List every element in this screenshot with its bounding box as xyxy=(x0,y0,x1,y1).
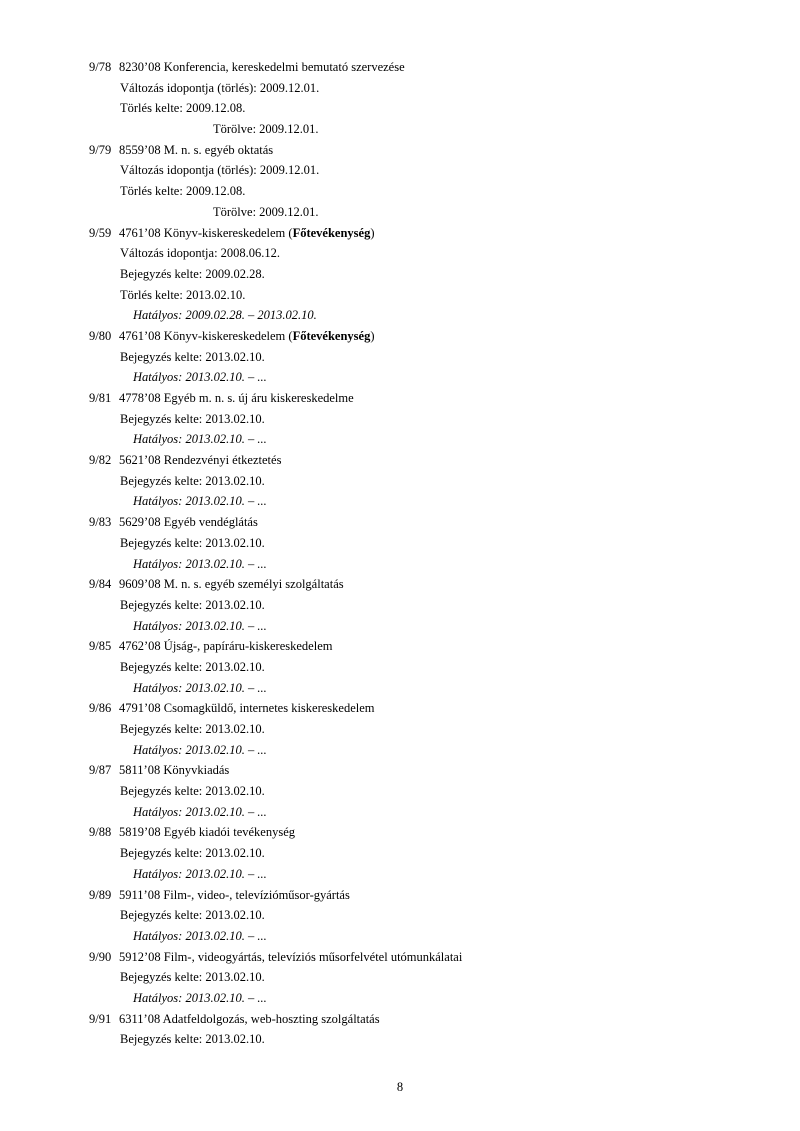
entry-detail: Bejegyzés kelte: 2013.02.10. xyxy=(120,473,265,488)
validity-line xyxy=(89,802,769,823)
validity-label: Hatályos: xyxy=(133,928,183,943)
register-entry xyxy=(89,760,769,822)
entry-number: 9/78 xyxy=(89,60,112,74)
validity-period: 2013.02.10. – ... xyxy=(185,680,267,695)
activity-title: 4762’08 Újság-, papíráru-kiskereskedelem xyxy=(119,639,333,654)
entry-number: 9/82 xyxy=(89,453,112,468)
validity-line xyxy=(89,740,769,761)
entry-detail: Bejegyzés kelte: 2013.02.10. xyxy=(120,1032,265,1047)
validity-line xyxy=(89,616,769,637)
entry-number: 9/83 xyxy=(89,515,112,530)
entry-heading xyxy=(89,574,769,595)
validity-label: Hatályos: xyxy=(133,432,183,447)
entry-detail: Bejegyzés kelte: 2013.02.10. xyxy=(120,535,265,550)
deleted-note: Törölve: 2009.12.01. xyxy=(213,122,319,137)
entry-number: 9/59 xyxy=(89,225,112,240)
validity-line xyxy=(89,864,769,885)
entry-number: 9/91 xyxy=(89,1011,112,1026)
validity-period: 2013.02.10. – ... xyxy=(185,928,267,943)
entry-heading xyxy=(89,698,769,719)
validity-label: Hatályos: xyxy=(133,866,183,881)
validity-period: 2013.02.10. – ... xyxy=(185,556,267,571)
entry-number: 9/84 xyxy=(89,577,112,592)
entry-detail: Törlés kelte: 2013.02.10. xyxy=(120,287,246,302)
validity-label: Hatályos: xyxy=(133,680,183,695)
entry-heading xyxy=(89,223,769,244)
register-entry xyxy=(89,450,769,512)
register-entry xyxy=(89,57,769,140)
entry-detail: Bejegyzés kelte: 2013.02.10. xyxy=(120,349,265,364)
register-entry xyxy=(89,223,769,326)
activity-title: 8230’08 Konferencia, kereskedelmi bemutató szervezése xyxy=(119,60,405,74)
activity-title: 4778’08 Egyéb m. n. s. új áru kiskereskedelme xyxy=(119,391,354,405)
register-entry xyxy=(89,1009,769,1050)
entry-number: 9/87 xyxy=(89,763,112,778)
activity-title: 4791’08 Csomagküldő, internetes kiskereskedelem xyxy=(119,701,375,716)
entry-heading xyxy=(89,512,769,533)
validity-label: Hatályos: xyxy=(133,308,183,323)
validity-period: 2013.02.10. – ... xyxy=(185,866,267,881)
entry-detail: Bejegyzés kelte: 2013.02.10. xyxy=(120,411,265,426)
entry-number: 9/89 xyxy=(89,887,112,902)
validity-period: 2013.02.10. – ... xyxy=(185,742,267,757)
validity-line xyxy=(89,305,769,326)
register-entry xyxy=(89,947,769,1009)
activity-title: 5629’08 Egyéb vendéglátás xyxy=(119,515,258,530)
entry-detail: Változás idopontja (törlés): 2009.12.01. xyxy=(120,163,320,178)
register-entry xyxy=(89,512,769,574)
activity-title: 5911’08 Film-, video-, televízióműsor-gyártás xyxy=(119,887,350,902)
entry-heading xyxy=(89,388,769,409)
entry-detail: Bejegyzés kelte: 2013.02.10. xyxy=(120,597,265,612)
entry-heading xyxy=(89,450,769,471)
validity-period: 2013.02.10. – ... xyxy=(185,804,267,819)
main-activity-label: Főtevékenység xyxy=(292,225,371,240)
entry-number: 9/80 xyxy=(89,328,112,343)
validity-line xyxy=(89,554,769,575)
entry-heading xyxy=(89,57,769,78)
entry-heading xyxy=(89,140,769,161)
validity-label: Hatályos: xyxy=(133,370,183,385)
document-body xyxy=(89,57,769,1050)
validity-period: 2009.02.28. – 2013.02.10. xyxy=(185,308,317,323)
page-number: 8 xyxy=(396,1080,404,1094)
register-entry xyxy=(89,326,769,388)
validity-period: 2013.02.10. – ... xyxy=(185,494,267,509)
validity-line xyxy=(89,988,769,1009)
entry-detail: Bejegyzés kelte: 2009.02.28. xyxy=(120,266,265,281)
entry-detail: Bejegyzés kelte: 2013.02.10. xyxy=(120,659,265,674)
entry-heading xyxy=(89,947,769,968)
validity-period: 2013.02.10. – ... xyxy=(185,990,267,1005)
entry-detail: Bejegyzés kelte: 2013.02.10. xyxy=(120,908,265,923)
validity-period: 2013.02.10. – ... xyxy=(185,618,267,633)
validity-label: Hatályos: xyxy=(133,990,183,1005)
title-suffix: ) xyxy=(370,328,375,343)
entry-detail: Változás idopontja (törlés): 2009.12.01. xyxy=(120,80,320,95)
entry-number: 9/85 xyxy=(89,639,112,654)
entry-number: 9/79 xyxy=(89,142,112,157)
validity-line xyxy=(89,367,769,388)
activity-title: 5811’08 Könyvkiadás xyxy=(119,763,230,778)
activity-title: 6311’08 Adatfeldolgozás, web-hoszting szolgáltatás xyxy=(119,1011,380,1026)
register-entry xyxy=(89,636,769,698)
entry-detail: Bejegyzés kelte: 2013.02.10. xyxy=(120,970,265,985)
activity-title: 4761’08 Könyv-kiskereskedelem ( xyxy=(119,225,293,240)
validity-line xyxy=(89,491,769,512)
activity-title: 4761’08 Könyv-kiskereskedelem ( xyxy=(119,328,293,343)
entry-detail: Bejegyzés kelte: 2013.02.10. xyxy=(120,784,265,799)
entry-detail: Törlés kelte: 2009.12.08. xyxy=(120,101,246,116)
register-entry xyxy=(89,388,769,450)
entry-detail: Törlés kelte: 2009.12.08. xyxy=(120,184,246,199)
entry-heading xyxy=(89,885,769,906)
activity-title: 5819’08 Egyéb kiadói tevékenység xyxy=(119,825,295,840)
activity-title: 5912’08 Film-, videogyártás, televíziós műsorfelvétel utómunkálatai xyxy=(119,949,463,964)
validity-label: Hatályos: xyxy=(133,804,183,819)
entry-number: 9/88 xyxy=(89,825,112,840)
entry-heading xyxy=(89,760,769,781)
entry-number: 9/81 xyxy=(89,391,112,405)
entry-detail: Bejegyzés kelte: 2013.02.10. xyxy=(120,846,265,861)
register-entry xyxy=(89,822,769,884)
validity-line xyxy=(89,429,769,450)
validity-period: 2013.02.10. – ... xyxy=(185,432,267,447)
entry-heading xyxy=(89,326,769,347)
activity-title: 9609’08 M. n. s. egyéb személyi szolgáltatás xyxy=(119,577,344,592)
entry-number: 9/86 xyxy=(89,701,112,716)
main-activity-label: Főtevékenység xyxy=(292,328,371,343)
validity-period: 2013.02.10. – ... xyxy=(185,370,267,385)
entry-number: 9/90 xyxy=(89,949,112,964)
deleted-note: Törölve: 2009.12.01. xyxy=(213,204,319,219)
entry-heading xyxy=(89,1009,769,1030)
validity-label: Hatályos: xyxy=(133,618,183,633)
entry-heading xyxy=(89,822,769,843)
validity-label: Hatályos: xyxy=(133,494,183,509)
entry-heading xyxy=(89,636,769,657)
validity-label: Hatályos: xyxy=(133,742,183,757)
register-entry xyxy=(89,140,769,223)
activity-title: 5621’08 Rendezvényi étkeztetés xyxy=(119,453,282,468)
register-entry xyxy=(89,885,769,947)
validity-line xyxy=(89,678,769,699)
title-suffix: ) xyxy=(370,225,375,240)
register-entry xyxy=(89,574,769,636)
entry-detail: Bejegyzés kelte: 2013.02.10. xyxy=(120,722,265,736)
validity-label: Hatályos: xyxy=(133,556,183,571)
entry-detail: Változás idopontja: 2008.06.12. xyxy=(120,246,281,261)
validity-line xyxy=(89,926,769,947)
register-entry xyxy=(89,698,769,760)
activity-title: 8559’08 M. n. s. egyéb oktatás xyxy=(119,142,274,157)
